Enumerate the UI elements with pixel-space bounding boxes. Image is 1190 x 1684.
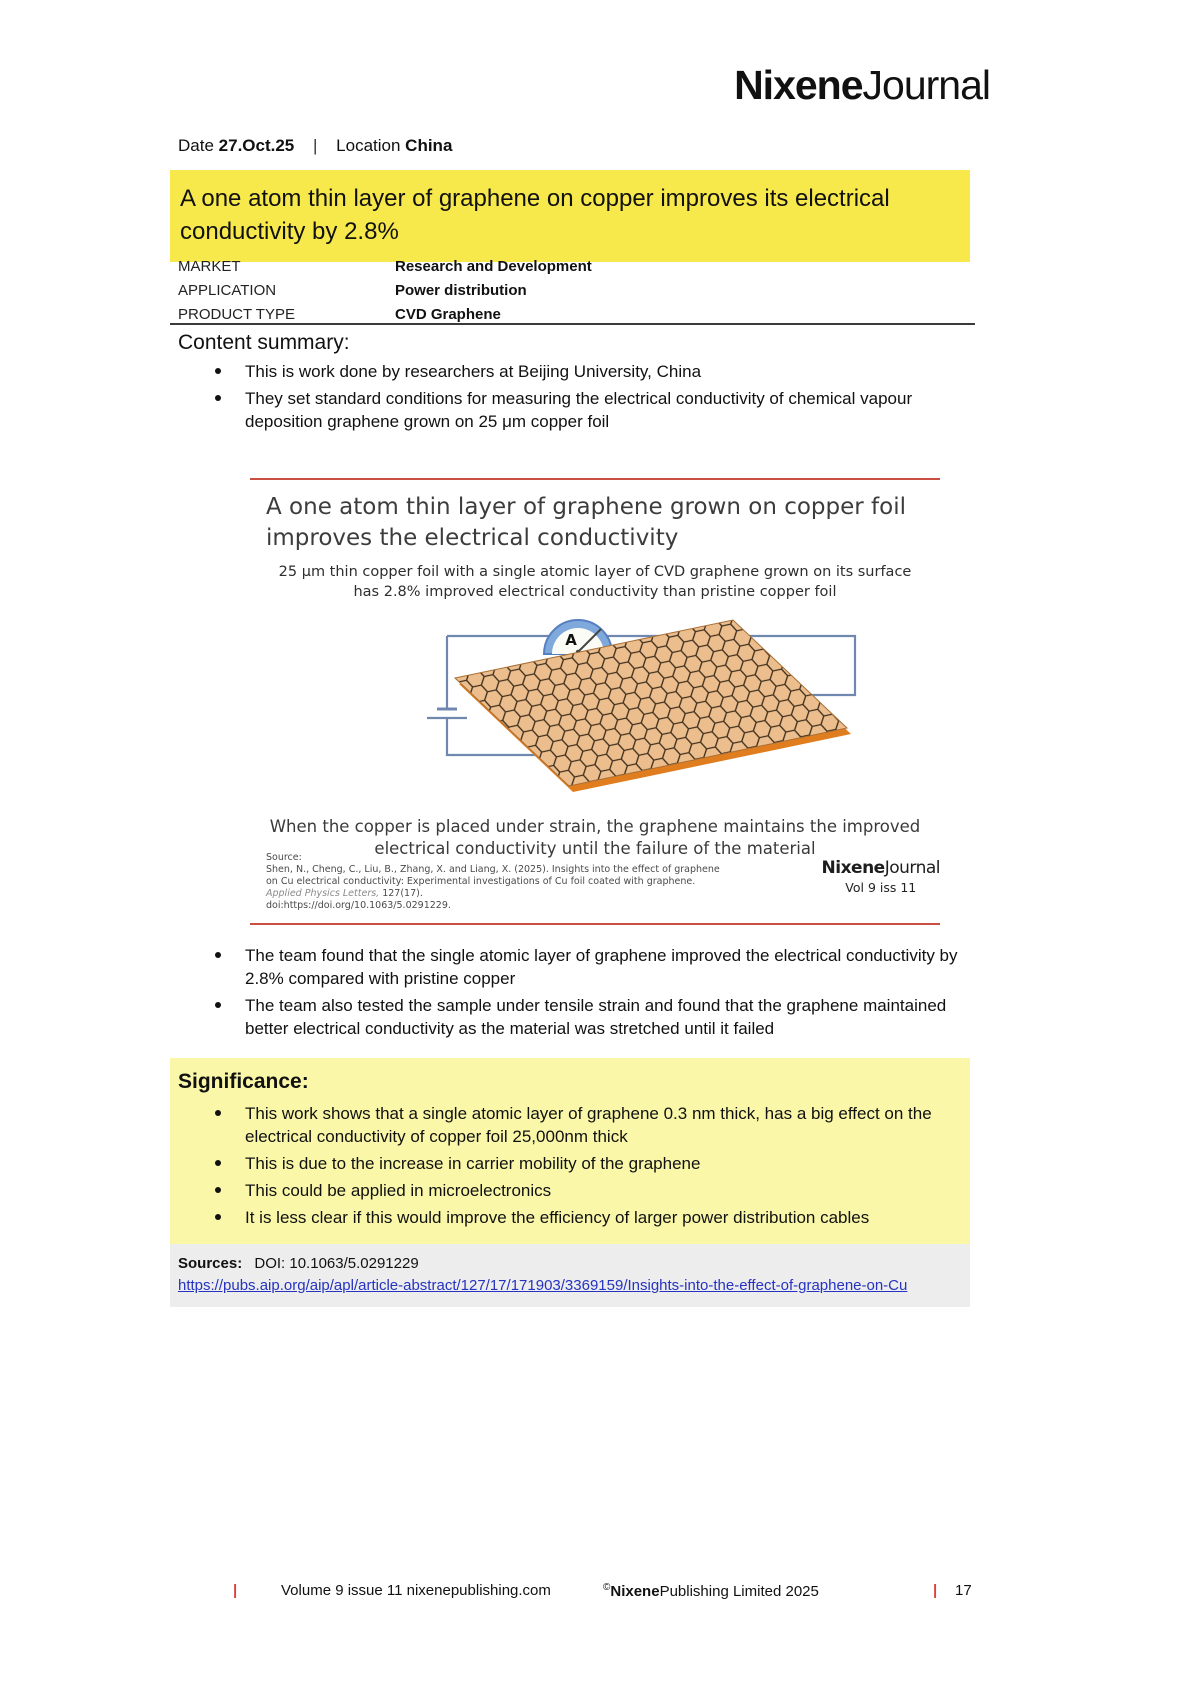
content-summary-heading: Content summary: — [178, 331, 350, 354]
dateline — [178, 136, 452, 156]
bullet-text: This could be applied in microelectronics — [245, 1181, 552, 1200]
significance-section — [170, 1058, 970, 1249]
bullet-dot — [215, 1002, 221, 1008]
bullet-text: The team also tested the sample under tensile strain and found that the graphene maintained better electrical conductivity as the material was stretched until it failed — [245, 996, 947, 1038]
figure-caption-line2: electrical conductivity until the failure of the material — [374, 839, 816, 858]
dateline-separator: | — [313, 136, 318, 155]
list-item — [178, 1102, 956, 1148]
footer-copyright — [603, 1582, 819, 1600]
copyright-symbol: © — [603, 1582, 611, 1593]
date-label: Date — [178, 136, 214, 155]
figure-title-line2: improves the electrical conductivity — [266, 525, 679, 551]
list-item — [178, 1206, 956, 1229]
list-item — [170, 360, 970, 383]
figure-subtitle-line2: has 2.8% improved electrical conductivity than pristine copper foil — [353, 584, 837, 600]
bullet-dot — [215, 368, 221, 374]
location-value: China — [405, 136, 453, 155]
source-url-link[interactable]: https://pubs.aip.org/aip/apl/article-abstract/127/17/171903/3369159/Insights-into-the-effect-of-graphene-on-Cu — [178, 1277, 908, 1294]
graphene-copper-foil — [455, 620, 851, 792]
list-item — [170, 994, 970, 1040]
figure-bottom-rule — [250, 923, 940, 925]
significance-heading: Significance: — [178, 1070, 309, 1093]
location-label: Location — [336, 136, 401, 155]
figure-title-line1: A one atom thin layer of graphene grown on copper foil — [266, 494, 907, 520]
journal-logo — [734, 62, 990, 109]
bullet-text: This is work done by researchers at Beijing University, China — [245, 362, 702, 381]
meta-divider — [170, 323, 975, 325]
page-number: 17 — [955, 1582, 972, 1599]
figure-logo-light: Journal — [884, 858, 940, 878]
footer-volume-text: Volume 9 issue 11 nixenepublishing.com — [281, 1582, 551, 1599]
meta-label: APPLICATION — [178, 281, 277, 299]
ammeter-label: A — [565, 631, 577, 649]
circuit-diagram — [385, 578, 865, 796]
page-footer — [0, 1582, 1190, 1606]
list-item — [170, 387, 970, 433]
bullet-dot — [215, 395, 221, 401]
figure-title — [266, 492, 916, 554]
figure-caption-line1: When the copper is placed under strain, the graphene maintains the improved — [269, 817, 921, 836]
findings-list — [170, 944, 970, 1044]
list-item — [170, 944, 970, 990]
bullet-dot — [215, 1110, 221, 1116]
bullet-dot — [215, 952, 221, 958]
meta-value: CVD Graphene — [395, 305, 501, 323]
sources-doi: DOI: 10.1063/5.0291229 — [254, 1255, 419, 1272]
footer-divider-left: | — [233, 1582, 238, 1599]
bullet-text: This work shows that a single atomic layer of graphene 0.3 nm thick, has a big effect on the electrical conductivity of copper foil 25,000nm thick — [245, 1104, 932, 1146]
bullet-dot — [215, 1187, 221, 1193]
figure-journal-mark — [822, 858, 940, 895]
article-title: A one atom thin layer of graphene on copper improves its electrical conductivity by 2.8% — [170, 170, 970, 262]
figure-subtitle-line1: 25 μm thin copper foil with a single atomic layer of CVD graphene grown on its surface — [278, 564, 912, 580]
figure-source-label: Source: — [266, 852, 302, 863]
figure-logo-bold: Nixene — [821, 858, 885, 878]
logo-light: Journal — [862, 62, 990, 108]
figure-source — [266, 852, 726, 912]
bullet-text: This is due to the increase in carrier mobility of the graphene — [245, 1154, 701, 1173]
battery-icon — [427, 709, 467, 718]
list-item — [178, 1152, 956, 1175]
content-summary-list — [170, 360, 970, 437]
copyright-brand: Nixene — [610, 1583, 660, 1600]
meta-value: Research and Development — [395, 257, 592, 275]
meta-row-market — [178, 254, 968, 278]
bullet-text: It is less clear if this would improve the efficiency of larger power distribution cables — [245, 1208, 870, 1227]
figure-source-citation: Shen, N., Cheng, C., Liu, B., Zhang, X. and Liang, X. (2025). Insights into the effect of graphene on Cu electrical conductivity: Experimental investigations of Cu foil coated with graphene. Applied Physics Letters, 127(17). — [266, 864, 720, 899]
figure-source-doi: doi:https://doi.org/10.1063/5.0291229. — [266, 900, 451, 911]
figure-volume-issue: Vol 9 iss 11 — [845, 880, 917, 895]
sources-label: Sources: — [178, 1255, 243, 1272]
figure-top-rule — [250, 478, 940, 480]
date-value: 27.Oct.25 — [218, 136, 295, 155]
bullet-text: They set standard conditions for measuring the electrical conductivity of chemical vapour deposition graphene grown on 25 μm copper foil — [245, 389, 913, 431]
meta-value: Power distribution — [395, 281, 527, 299]
meta-row-application — [178, 278, 968, 302]
journal-name-italic: Applied Physics Letters, — [266, 888, 380, 899]
figure-panel — [250, 478, 940, 925]
footer-divider-right: | — [933, 1582, 938, 1599]
bullet-text: The team found that the single atomic layer of graphene improved the electrical conductivity by 2.8% compared with pristine copper — [245, 946, 958, 988]
bullet-dot — [215, 1160, 221, 1166]
meta-label: MARKET — [178, 257, 241, 275]
meta-table — [178, 254, 968, 326]
bullet-dot — [215, 1214, 221, 1220]
sources-section — [170, 1244, 970, 1307]
meta-label: PRODUCT TYPE — [178, 305, 295, 323]
list-item — [178, 1179, 956, 1202]
logo-bold: Nixene — [734, 62, 863, 108]
copyright-rest: Publishing Limited 2025 — [659, 1583, 819, 1600]
